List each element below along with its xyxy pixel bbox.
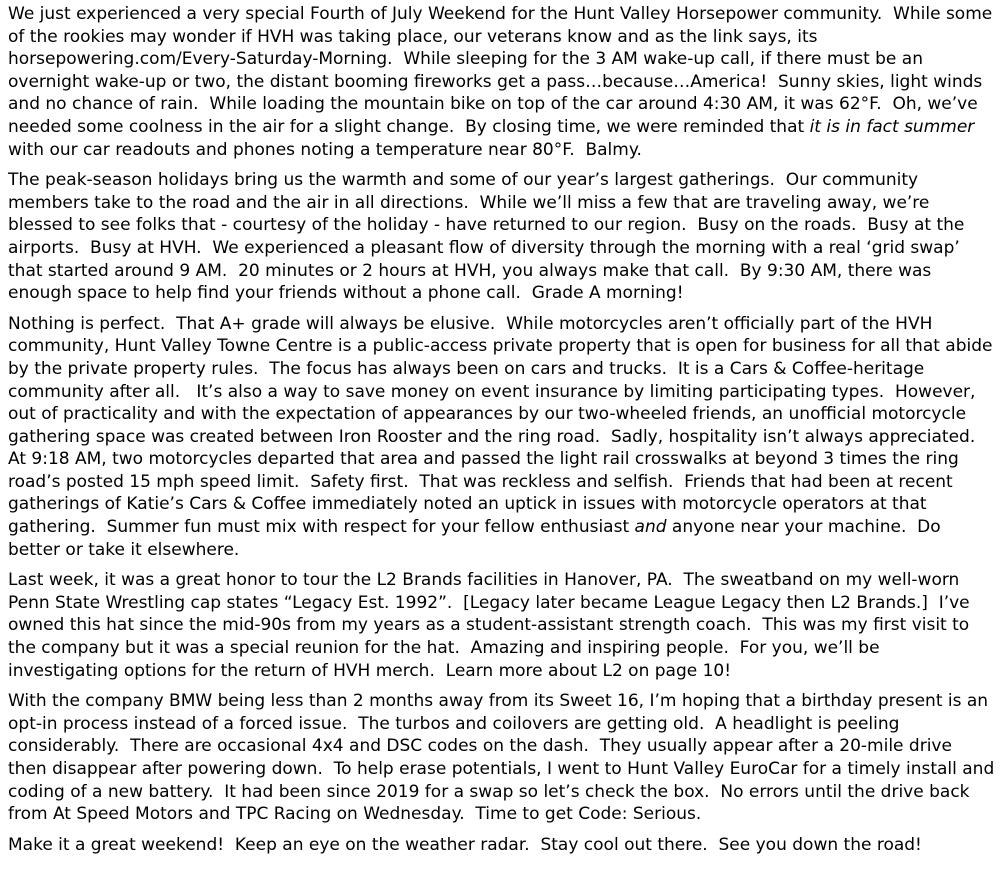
paragraph-closing <box>8 834 995 857</box>
paragraph-text: With the company BMW being less than 2 months away from its Sweet 16, I’m hoping that a birthday present is an opt-in process instead of a forced issue. The turbos and coilovers are getting old. A headlight is peeling considerably. There are occasional 4x4 and DSC codes on the dash. They usually appear after a 20-mile drive then disappear after powering down. To help erase potentials, I went to Hunt Valley EuroCar for a timely install and coding of a new battery. It had been since 2019 for a swap so let’s check the box. No errors until the drive back from At Speed Motors and TPC Racing on Wednesday. Time to get Code: Serious. <box>8 691 1000 825</box>
paragraph-motorcycles <box>8 313 998 562</box>
paragraph-peak-season <box>8 169 995 305</box>
paragraph-text: with our car readouts and phones noting a temperature near 80°F. Balmy. <box>8 116 980 160</box>
paragraph-text: Make it a great weekend! Keep an eye on the weather radar. Stay cool out there. See you down the road! <box>8 834 922 855</box>
paragraph-fourth-of-july <box>8 3 998 161</box>
paragraph-text: anyone near your machine. Do better or take it elsewhere. <box>8 517 947 560</box>
paragraph-text: We just experienced a very special Fourth of July Weekend for the Hunt Valley Horsepower community. While some of the rookies may wonder if HVH was taking place, our veterans know and as the link says, its horsepowering.com/Every-Saturday-Morning. While sleeping for the 3 AM wake-up call, if there must be an overnight wake-up or two, the distant booming fireworks get a pass…because…America! Sunny skies, light winds and no chance of rain. While loading the mountain bike on top of the car around 4:30 AM, it was 62°F. Oh, we’ve needed some coolness in the air for a slight change. By closing time, we were reminded that <box>8 4 998 137</box>
paragraph-text: Last week, it was a great honor to tour the L2 Brands facilities in Hanover, PA. The sweatband on my well-worn Penn State Wrestling cap states “Legacy Est. 1992”. [Legacy later became League Legacy then L2 Brands.] I’ve owned this hat since the mid-90s from my years as a student-assistant strength coach. This was my first visit to the company but it was a special reunion for the hat. Amazing and inspiring people. For you, we’ll be investigating options for the return of HVH merch. Learn more about L2 on page 10! <box>8 570 976 681</box>
paragraph-text-italic: it is in fact summer <box>809 116 975 137</box>
paragraph-l2-brands <box>8 569 995 682</box>
paragraph-company-bmw <box>8 690 1000 826</box>
paragraph-text-italic: and <box>634 517 667 538</box>
paragraph-text: Nothing is perfect. That A+ grade will always be elusive. While motorcycles aren’t officially part of the HVH community, Hunt Valley Towne Centre is a public-access private property that is open for business for all that abide by the private property rules. The focus has always been on cars and trucks. It is a Cars & Coffee-heritage community after all. It’s also a way to save money on event insurance by limiting participating types. However, out of practicality and with the expectation of appearances by our two-wheeled friends, an unofficial motorcycle gathering space was created between Iron Rooster and the ring road. Sadly, hospitality isn’t always appreciated. At 9:18 AM, two motorcycles departed that area and passed the light rail crosswalks at beyond 3 times the ring road’s posted 15 mph speed limit. Safety first. That was reckless and selfish. Friends that had been at recent gatherings of Katie’s Cars & Coffee immediately noted an uptick in issues with motorcycle operators at that gathering. Summer fun must mix with respect for your fellow enthusiast <box>8 313 998 538</box>
paragraph-text: The peak-season holidays bring us the warmth and some of our year’s largest gatherings. Our community members take to the road and the air in all directions. While we’ll miss a few that are traveling away, we’re blessed to see folks that - courtesy of the holiday - have returned to our region. Busy on the roads. Busy at the airports. Busy at HVH. We experienced a pleasant flow of diversity through the morning with a real ‘grid swap’ that started around 9 AM. 20 minutes or 2 hours at HVH, you always make that call. By 9:30 AM, there was enough space to help find your friends without a phone call. Grade A morning! <box>8 170 970 304</box>
